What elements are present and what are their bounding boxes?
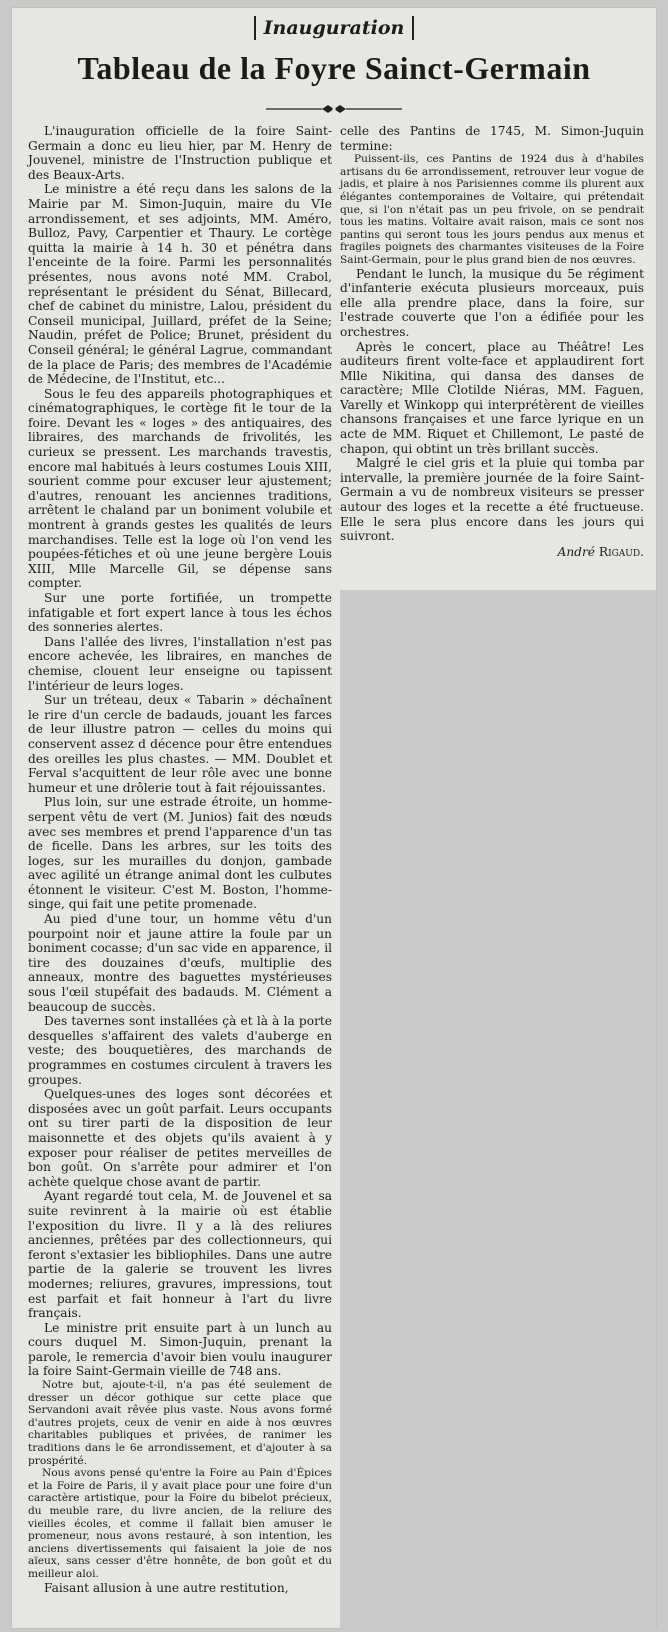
paragraph: Dans l'allée des livres, l'installation n'est pas encore achevée, les libraires, en manches de chemise, clouent leur enseigne ou tapissent l'intérieur de leurs loges. [28,634,332,693]
right-column [340,124,644,559]
quoted-speech: Puissent-ils, ces Pantins de 1924 dus à d'habiles artisans du 6e arrondissement, retrouver leur vogue de jadis, et plaire à nos Parisiennes comme ils plurent aux élégantes contemporaines de Voltaire, qui prétendait que, si l'on n'était pas un peu frivole, on se pendrait tous les matins. Voltaire avait raison, mais ce sont nos pantins qui seront tous les jours pendus aux menus et fragiles poignets des charmantes visiteuses de la Foire Saint-Germain, pour le plus grand bien de nos œuvres. [340,153,644,266]
paragraph: Malgré le ciel gris et la pluie qui tomba par intervalle, la première journée de la foire Saint-Germain a vu de nombreux visiteurs se presser autour des loges et la recette a été fructueuse. Elle le sera plus encore dans les jours qui suivront. [340,456,644,544]
paragraph: Au pied d'une tour, un homme vêtu d'un pourpoint noir et jaune attire la foule par un boniment cocasse; d'un sac vide en apparence, il tire des douzaines d'œufs, multiplie des anneaux, montre des baguettes mystérieuses sous l'œil stupéfait des badauds. M. Clément a beaucoup de succès. [28,912,332,1014]
paragraph: L'inauguration officielle de la foire Saint-Germain a donc eu lieu hier, par M. Henry de Jouvenel, ministre de l'Instruction publique et des Beaux-Arts. [28,124,332,182]
paragraph: Ayant regardé tout cela, M. de Jouvenel et sa suite revinrent à la mairie où est établie l'exposition du livre. Il y a là des reliures anciennes, prêtées par des collectionneurs, qui feront s'extasier les bibliophiles. Dans une autre partie de la galerie se trouvent les livres modernes; reliures, gravures, impressions, tout est parfait et fait honneur à l'art du livre français. [28,1189,332,1321]
byline-first-name: André [557,544,596,559]
paragraph: Des tavernes sont installées çà et là à la porte desquelles s'affairent des valets d'auberge en veste; des bouquetières, des marchands de programmes en costumes circulent à travers les groupes. [28,1014,332,1087]
paragraph: Le ministre a été reçu dans les salons de la Mairie par M. Simon-Juquin, maire du VIe arrondissement, et ses adjoints, MM. Améro, Bulloz, Pavy, Carpentier et Thaury. Le cortège quitta la mairie à 14 h. 30 et pénétra dans l'enceinte de la foire. Parmi les personnalités présentes, nous avons noté MM. Crabol, représentant le président du Sénat, Billecard, chef de cabinet du ministre, Lalou, président du Conseil municipal, Juillard, préfet de la Seine; Naudin, préfet de Police; Brunet, président du Conseil général; le général Lagrue, commandant de la place de Paris; des membres de l'Académie de Médecine, de l'Institut, etc... [28,182,332,387]
headline: Tableau de la Foyre Sainct-Germain [77,50,591,86]
left-column [28,124,332,1595]
paragraph: Pendant le lunch, la musique du 5e régiment d'infanterie exécuta plusieurs morceaux, puis elle alla prendre place, dans la foire, sur l'estrade couverte que l'on a édifiée pour les orchestres. [340,266,644,339]
paragraph: Plus loin, sur une estrade étroite, un homme-serpent vêtu de vert (M. Junios) fait des nœuds avec ses membres et prend l'apparence d'un tas de ficelle. Dans les arbres, sur les toits des loges, sur les murailles du donjon, gambade avec agilité un étrange animal dont les culbutes étonnent le visiteur. C'est M. Boston, l'homme-singe, qui fait une petite promenade. [28,795,332,912]
paragraph: Faisant allusion à une autre restitution, [44,1580,289,1595]
paragraph: Sous le feu des appareils photographiques et cinématographiques, le cortège fit le tour de la foire. Devant les « loges » des antiquaires, des libraires, des marchands de frivolités, les curieux se pressent. Les marchands travestis, encore mal habitués à leurs costumes Louis XIII, sourient comme pour excuser leur ajustement; d'autres, renouant les anciennes traditions, arrêtent le chaland par un boniment volubile et montrent à grands gestes les qualités de leurs marchandises. Telle est la loge où l'on vend les poupées-fétiches et où une jeune bergère Louis XIII, Mlle Marcelle Gil, se dépense sans compter. [28,386,332,591]
byline [340,545,644,560]
section-kicker [0,16,668,40]
paragraph: Sur une porte fortifiée, un trompette infatigable et fort expert lance à tous les échos des sonneries alertes. [28,591,332,635]
paragraph: Sur un tréteau, deux « Tabarin » déchaînent le rire d'un cercle de badauds, jouant les farces de leur illustre patron — celles du moins qui conservent assez d décence pour être entendues des oreilles les plus chastes. — MM. Doublet et Ferval s'acquittent de leur rôle avec une bonne humeur et une drôlerie tout à fait réjouissantes. [28,693,332,795]
paragraph: Quelques-unes des loges sont décorées et disposées avec un goût parfait. Leurs occupants ont su tirer parti de la disposition de leur maisonnette et des objets qu'ils avaient à y exposer pour réaliser de petites merveilles de bon goût. On s'arrête pour admirer et l'on achète quelque chose avant de partir. [28,1087,332,1189]
paragraph: Le ministre prit ensuite part à un lunch au cours duquel M. Simon-Juquin, prenant la parole, le remercia d'avoir bien voulu inaugurer la foire Saint-Germain vieille de 748 ans. [28,1320,332,1379]
byline-last-name: Rigaud. [598,544,644,559]
quoted-speech: Nous avons pensé qu'entre la Foire au Pain d'Épices et la Foire de Paris, il y avait place pour une foire d'un caractère artistique, pour la Foire du bibelot précieux, du meuble rare, du livre ancien, de la reliure des vieilles écoles, et comme il fallait bien amuser le promeneur, nous avons restauré, à son intention, les anciens divertissements qui faisaient la joie de nos aïeux, sans cesser d'être honnête, de bon goût et du meilleur aloi. [28,1467,332,1580]
quoted-speech: Notre but, ajoute-t-il, n'a pas été seulement de dresser un décor gothique sur cette place que Servandoni avait rêvée plus vaste. Nous avons formé d'autres projets, ceux de venir en aide à nos œuvres charitables publiques et privées, de ranimer les traditions dans le 6e arrondissement, et d'ajouter à sa prospérité. [28,1379,332,1467]
paragraph: Après le concert, place au Théâtre! Les auditeurs firent volte-face et applaudirent fort Mlle Nikitina, qui dansa des danses de caractère; Mlle Clotilde Niéras, MM. Faguen, Varelly et Winkopp qui interprétèrent de vieilles chansons françaises et une farce lyrique en un acte de MM. Riquet et Chillemont, Le pasté de chapon, qui obtint un très brillant succès. [340,339,644,456]
kicker-text: Inauguration [254,16,415,40]
blank-background [340,590,656,1632]
paragraph-continuation: celle des Pantins de 1745, M. Simon-Juquin termine: [340,124,644,153]
ornament-divider-icon [266,102,402,116]
